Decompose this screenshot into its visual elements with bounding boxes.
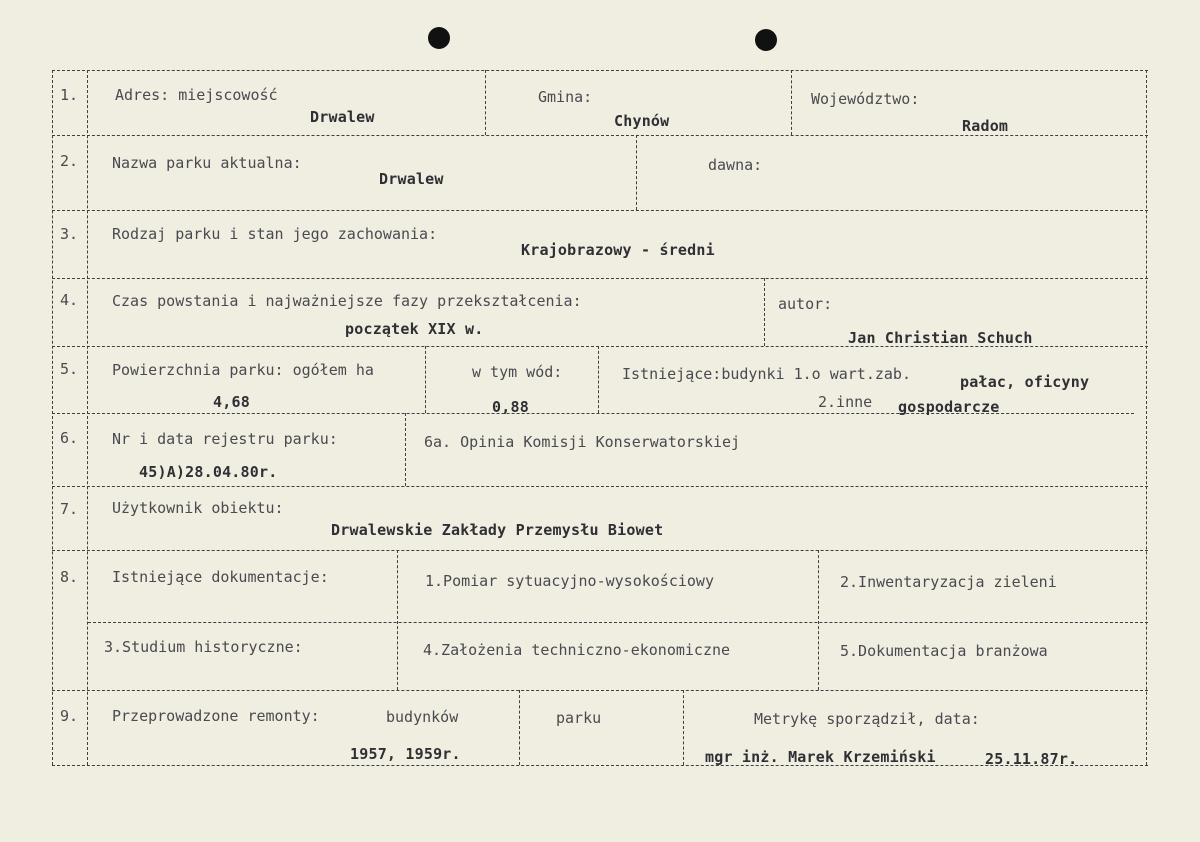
park-name-former-label: dawna:	[708, 156, 763, 174]
grid-line	[764, 278, 765, 346]
grid-line	[485, 70, 486, 135]
park-area-label: Powierzchnia parku: ogółem ha	[112, 361, 374, 379]
grid-line	[1146, 70, 1147, 765]
row-number-6: 6.	[60, 429, 79, 447]
repairs-label: Przeprowadzone remonty:	[112, 707, 320, 725]
address-label: Adres: miejscowość	[115, 86, 278, 104]
buildings-other-value: gospodarcze	[898, 398, 1000, 416]
punch-hole-left	[428, 27, 450, 49]
creation-time-label: Czas powstania i najważniejsze fazy przekształcenia:	[112, 292, 582, 310]
grid-line	[52, 550, 1148, 551]
prepared-by-value: mgr inż. Marek Krzemiński	[705, 748, 936, 766]
buildings-label: Istniejące:budynki 1.o wart.zab.	[622, 365, 911, 383]
grid-line	[405, 413, 406, 486]
grid-line	[425, 346, 426, 413]
grid-line	[52, 70, 53, 765]
punch-hole-right	[755, 29, 777, 51]
grid-line	[87, 70, 88, 765]
buildings-other-label: 2.inne	[818, 393, 873, 411]
row-number-7: 7.	[60, 500, 79, 518]
grid-line	[636, 135, 637, 210]
doc-industry: 5.Dokumentacja branżowa	[840, 642, 1048, 660]
row-number-9: 9.	[60, 707, 79, 725]
grid-line	[52, 278, 1148, 279]
grid-line	[598, 346, 599, 413]
water-area-value: 0,88	[492, 398, 529, 416]
repairs-buildings-label: budynków	[386, 708, 459, 726]
repairs-park-label: parku	[556, 709, 602, 727]
user-label: Użytkownik obiektu:	[112, 499, 284, 517]
water-area-label: w tym wód:	[472, 363, 563, 381]
documentation-label: Istniejące dokumentacje:	[112, 568, 329, 586]
park-name-current-value: Drwalew	[379, 170, 444, 188]
grid-line	[52, 135, 1148, 136]
prepared-by-label: Metrykę sporządził, data:	[754, 710, 980, 728]
park-type-value: Krajobrazowy - średni	[521, 241, 715, 259]
row-number-1: 1.	[60, 86, 79, 104]
row-number-3: 3.	[60, 225, 79, 243]
grid-line	[519, 690, 520, 765]
buildings-historic-value: pałac, oficyny	[960, 373, 1090, 391]
grid-line	[52, 210, 1148, 211]
grid-line	[397, 550, 398, 690]
register-label: Nr i data rejestru parku:	[112, 430, 338, 448]
row-number-5: 5.	[60, 360, 79, 378]
doc-historical-study: 3.Studium historyczne:	[104, 638, 303, 656]
user-value: Drwalewskie Zakłady Przemysłu Biowet	[331, 521, 664, 539]
gmina-value: Chynów	[614, 112, 670, 130]
creation-time-value: początek XIX w.	[345, 320, 484, 338]
doc-greenery-inventory: 2.Inwentaryzacja zieleni	[840, 573, 1057, 591]
prepared-date-value: 25.11.87r.	[985, 750, 1078, 768]
wojewodztwo-value: Radom	[962, 117, 1009, 135]
row-number-4: 4.	[60, 291, 79, 309]
row-number-2: 2.	[60, 152, 79, 170]
row-number-8: 8.	[60, 568, 79, 586]
grid-line	[791, 70, 792, 135]
grid-line	[52, 765, 1148, 766]
park-area-value: 4,68	[213, 393, 250, 411]
address-value: Drwalew	[310, 108, 375, 126]
grid-line	[52, 690, 1148, 691]
park-name-current-label: Nazwa parku aktualna:	[112, 154, 302, 172]
grid-line	[52, 70, 1148, 71]
grid-line	[683, 690, 684, 765]
grid-line	[818, 550, 819, 690]
register-value: 45)A)28.04.80r.	[139, 463, 278, 481]
doc-technical-economic: 4.Założenia techniczno-ekonomiczne	[423, 641, 731, 659]
author-label: autor:	[778, 295, 833, 313]
doc-survey: 1.Pomiar sytuacyjno-wysokościowy	[425, 572, 714, 590]
gmina-label: Gmina:	[538, 88, 593, 106]
wojewodztwo-label: Województwo:	[811, 90, 920, 108]
grid-line	[88, 622, 1148, 623]
park-type-label: Rodzaj parku i stan jego zachowania:	[112, 225, 438, 243]
opinion-label: 6a. Opinia Komisji Konserwatorskiej	[424, 433, 741, 451]
grid-line	[52, 486, 1148, 487]
author-value: Jan Christian Schuch	[848, 329, 1033, 347]
repairs-buildings-value: 1957, 1959r.	[350, 745, 461, 763]
